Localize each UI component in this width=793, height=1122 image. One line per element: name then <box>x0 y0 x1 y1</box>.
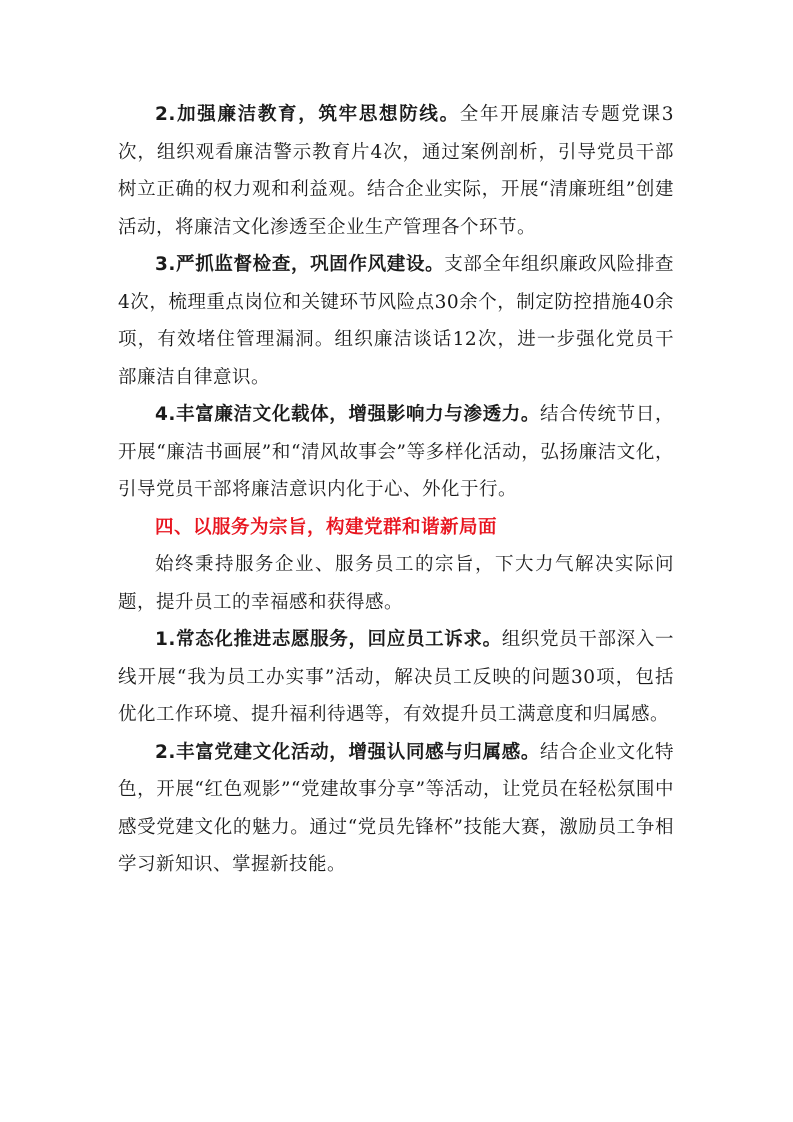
document-page <box>118 96 674 884</box>
paragraph-supervision <box>118 246 674 396</box>
paragraph-lead: 4.丰富廉洁文化载体，增强影响力与渗透力。 <box>155 404 541 425</box>
paragraph-lead: 2.加强廉洁教育，筑牢思想防线。 <box>155 104 460 125</box>
paragraph-lead: 3.严抓监督检查，巩固作风建设。 <box>155 254 445 275</box>
paragraph-integrity-education <box>118 96 674 246</box>
paragraph-volunteer-service <box>118 621 674 734</box>
paragraph-text: 结合传统节日，开展“廉洁书画展”和“清风故事会”等多样化活动，弘扬廉洁文化，引导党员干部将廉洁意识内化于心、外化于行。 <box>118 404 674 500</box>
section-intro: 始终秉持服务企业、服务员工的宗旨，下大力气解决实际问题，提升员工的幸福感和获得感。 <box>118 554 674 613</box>
paragraph-culture-carrier <box>118 396 674 509</box>
paragraph-text: 组织党员干部深入一线开展“我为员工办实事”活动，解决员工反映的问题30项，包括优化工作环境、提升福利待遇等，有效提升员工满意度和归属感。 <box>118 629 674 725</box>
paragraph-text: 结合企业文化特色，开展“红色观影”“党建故事分享”等活动，让党员在轻松氛围中感受党建文化的魅力。通过“党员先锋杯”技能大赛，激励员工争相学习新知识、掌握新技能。 <box>118 741 674 875</box>
paragraph-text: 全年开展廉洁专题党课3次，组织观看廉洁警示教育片4次，通过案例剖析，引导党员干部树立正确的权力观和利益观。结合企业实际，开展“清廉班组”创建活动，将廉洁文化渗透至企业生产管理各个环节。 <box>118 104 674 238</box>
paragraph-culture-activities <box>118 734 674 884</box>
paragraph-text: 支部全年组织廉政风险排查4次，梳理重点岗位和关键环节风险点30余个，制定防控措施40余项，有效堵住管理漏洞。组织廉洁谈话12次，进一步强化党员干部廉洁自律意识。 <box>118 254 674 388</box>
paragraph-lead: 1.常态化推进志愿服务，回应员工诉求。 <box>155 629 502 650</box>
section-heading: 四、以服务为宗旨，构建党群和谐新局面 <box>155 516 498 538</box>
paragraph-lead: 2.丰富党建文化活动，增强认同感与归属感。 <box>155 741 541 763</box>
